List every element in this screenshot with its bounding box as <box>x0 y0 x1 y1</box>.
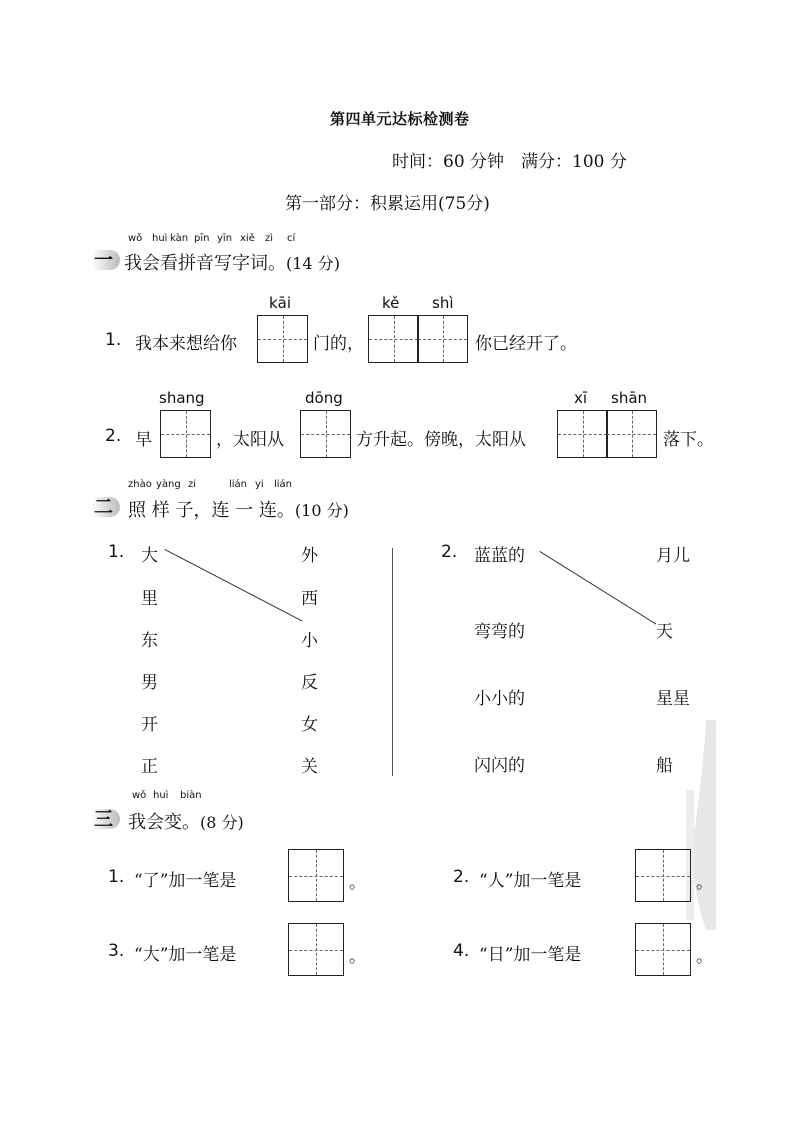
writing-box[interactable] <box>300 410 351 458</box>
s1-q2-pinyin-c2: shān <box>611 389 648 407</box>
writing-box[interactable] <box>557 410 608 458</box>
match-right-1-5[interactable]: 关 <box>301 757 318 777</box>
s1-q2-text-d: 落下。 <box>663 430 714 450</box>
s1-q1-pinyin-b1: kě <box>382 294 400 312</box>
match-right-1-3[interactable]: 反 <box>301 673 318 693</box>
section3-pinyin-2: biàn <box>180 790 202 801</box>
column-divider <box>392 548 393 776</box>
section1-title <box>124 249 340 275</box>
s3-item2-text: “人”加一笔是 <box>479 871 582 891</box>
section2-pinyin-1: yàng <box>156 479 181 490</box>
writing-box[interactable] <box>635 849 691 902</box>
s3-item3-text: “大”加一笔是 <box>134 945 237 965</box>
section3-pinyin-0: wǒ <box>132 790 147 801</box>
s2-q1-number: 1. <box>108 542 125 562</box>
match-left-2-1[interactable]: 弯弯的 <box>474 622 525 642</box>
s1-q1-text-b: 门的， <box>313 334 364 354</box>
section3-pinyin-1: huì <box>153 790 169 801</box>
match-left-1-4[interactable]: 开 <box>141 715 158 735</box>
part-heading: 第一部分：积累运用(75分) <box>285 194 490 214</box>
section3-title-text: 我会变。 <box>128 812 200 833</box>
section2-title <box>128 496 349 522</box>
s3-item4-end: 。 <box>696 947 713 967</box>
match-right-1-1[interactable]: 西 <box>301 589 318 609</box>
match-left-1-3[interactable]: 男 <box>141 673 158 693</box>
section2-score: (10 分) <box>294 501 349 520</box>
s3-item1-end: 。 <box>349 873 366 893</box>
s1-q1-pinyin-a: kāi <box>269 294 292 312</box>
s1-q2-text-a: 早 <box>135 430 152 450</box>
writing-box[interactable] <box>288 849 344 902</box>
section1-pinyin-2: kàn <box>170 233 189 244</box>
s1-q2-pinyin-c1: xī <box>574 389 588 407</box>
exam-title: 第四单元达标检测卷 <box>330 110 470 128</box>
writing-box[interactable] <box>257 315 308 363</box>
section1-pinyin-0: wǒ <box>128 233 143 244</box>
section3-title <box>128 808 244 834</box>
section3-score: (8 分) <box>200 813 244 832</box>
match-right-2-0[interactable]: 月儿 <box>656 546 690 566</box>
s1-q1-text-c: 你已经开了。 <box>475 334 577 354</box>
match-right-2-2[interactable]: 星星 <box>656 689 690 709</box>
section2-pinyin-0: zhào <box>128 479 152 490</box>
section2-pinyin-4: yi <box>255 479 264 490</box>
s3-item3-end: 。 <box>349 947 366 967</box>
s2-q2-number: 2. <box>441 542 458 562</box>
match-right-2-1[interactable]: 天 <box>656 622 673 642</box>
section2-pinyin-3: lián <box>229 479 248 490</box>
writing-box[interactable] <box>368 315 419 363</box>
match-right-1-2[interactable]: 小 <box>301 631 318 651</box>
s3-item2-end: 。 <box>696 873 713 893</box>
section1-pinyin-4: yīn <box>217 233 233 244</box>
match-left-2-0[interactable]: 蓝蓝的 <box>474 546 525 566</box>
writing-box[interactable] <box>417 315 468 363</box>
section2-pinyin-5: lián <box>274 479 293 490</box>
writing-box[interactable] <box>288 923 344 976</box>
section1-pinyin-7: cí <box>287 233 296 244</box>
section2-pinyin-2: zi <box>188 479 197 490</box>
s1-q2-pinyin-a: shang <box>159 389 205 407</box>
match-left-1-2[interactable]: 东 <box>141 631 158 651</box>
section1-pinyin-1: huì <box>152 233 168 244</box>
s1-q2-number: 2. <box>105 426 122 446</box>
s3-item1-text: “了”加一笔是 <box>134 871 237 891</box>
section1-pinyin-6: zì <box>265 233 274 244</box>
s1-q1-number: 1. <box>105 330 122 350</box>
s1-q2-text-c: 方升起。傍晚，太阳从 <box>356 430 526 450</box>
s1-q2-pinyin-b: dōng <box>305 389 343 407</box>
match-right-1-0[interactable]: 外 <box>301 546 318 566</box>
section1-pinyin-3: pīn <box>194 233 210 244</box>
example-match-line-2 <box>539 551 656 624</box>
section1-title-text: 我会看拼音写字词。 <box>124 253 286 274</box>
s3-item4-text: “日”加一笔是 <box>479 945 582 965</box>
writing-box[interactable] <box>606 410 657 458</box>
match-left-1-1[interactable]: 里 <box>141 589 158 609</box>
match-right-2-3[interactable]: 船 <box>656 756 673 776</box>
s1-q1-text-a: 我本来想给你 <box>135 334 237 354</box>
s1-q1-pinyin-b2: shì <box>432 294 454 312</box>
section1-score: (14 分) <box>286 254 340 273</box>
s1-q2-text-b: ，太阳从 <box>216 430 284 450</box>
s3-item2-number: 2. <box>453 867 470 887</box>
s3-item4-number: 4. <box>453 941 470 961</box>
match-left-2-2[interactable]: 小小的 <box>474 689 525 709</box>
section1-pinyin-5: xiě <box>240 233 255 244</box>
s3-item3-number: 3. <box>108 941 125 961</box>
example-match-line-1 <box>165 549 303 621</box>
section3-badge: 三 <box>92 809 120 829</box>
match-left-1-0[interactable]: 大 <box>141 546 158 566</box>
s3-item1-number: 1. <box>108 867 125 887</box>
section2-badge: 二 <box>92 497 120 517</box>
match-left-2-3[interactable]: 闪闪的 <box>474 756 525 776</box>
section1-badge: 一 <box>92 250 120 270</box>
match-right-1-4[interactable]: 女 <box>301 715 318 735</box>
writing-box[interactable] <box>635 923 691 976</box>
writing-box[interactable] <box>160 410 211 458</box>
section2-title-text: 照 样 子，连 一 连。 <box>128 500 295 521</box>
match-left-1-5[interactable]: 正 <box>141 757 158 777</box>
time-and-score-info: 时间：60 分钟 满分：100 分 <box>392 152 627 172</box>
